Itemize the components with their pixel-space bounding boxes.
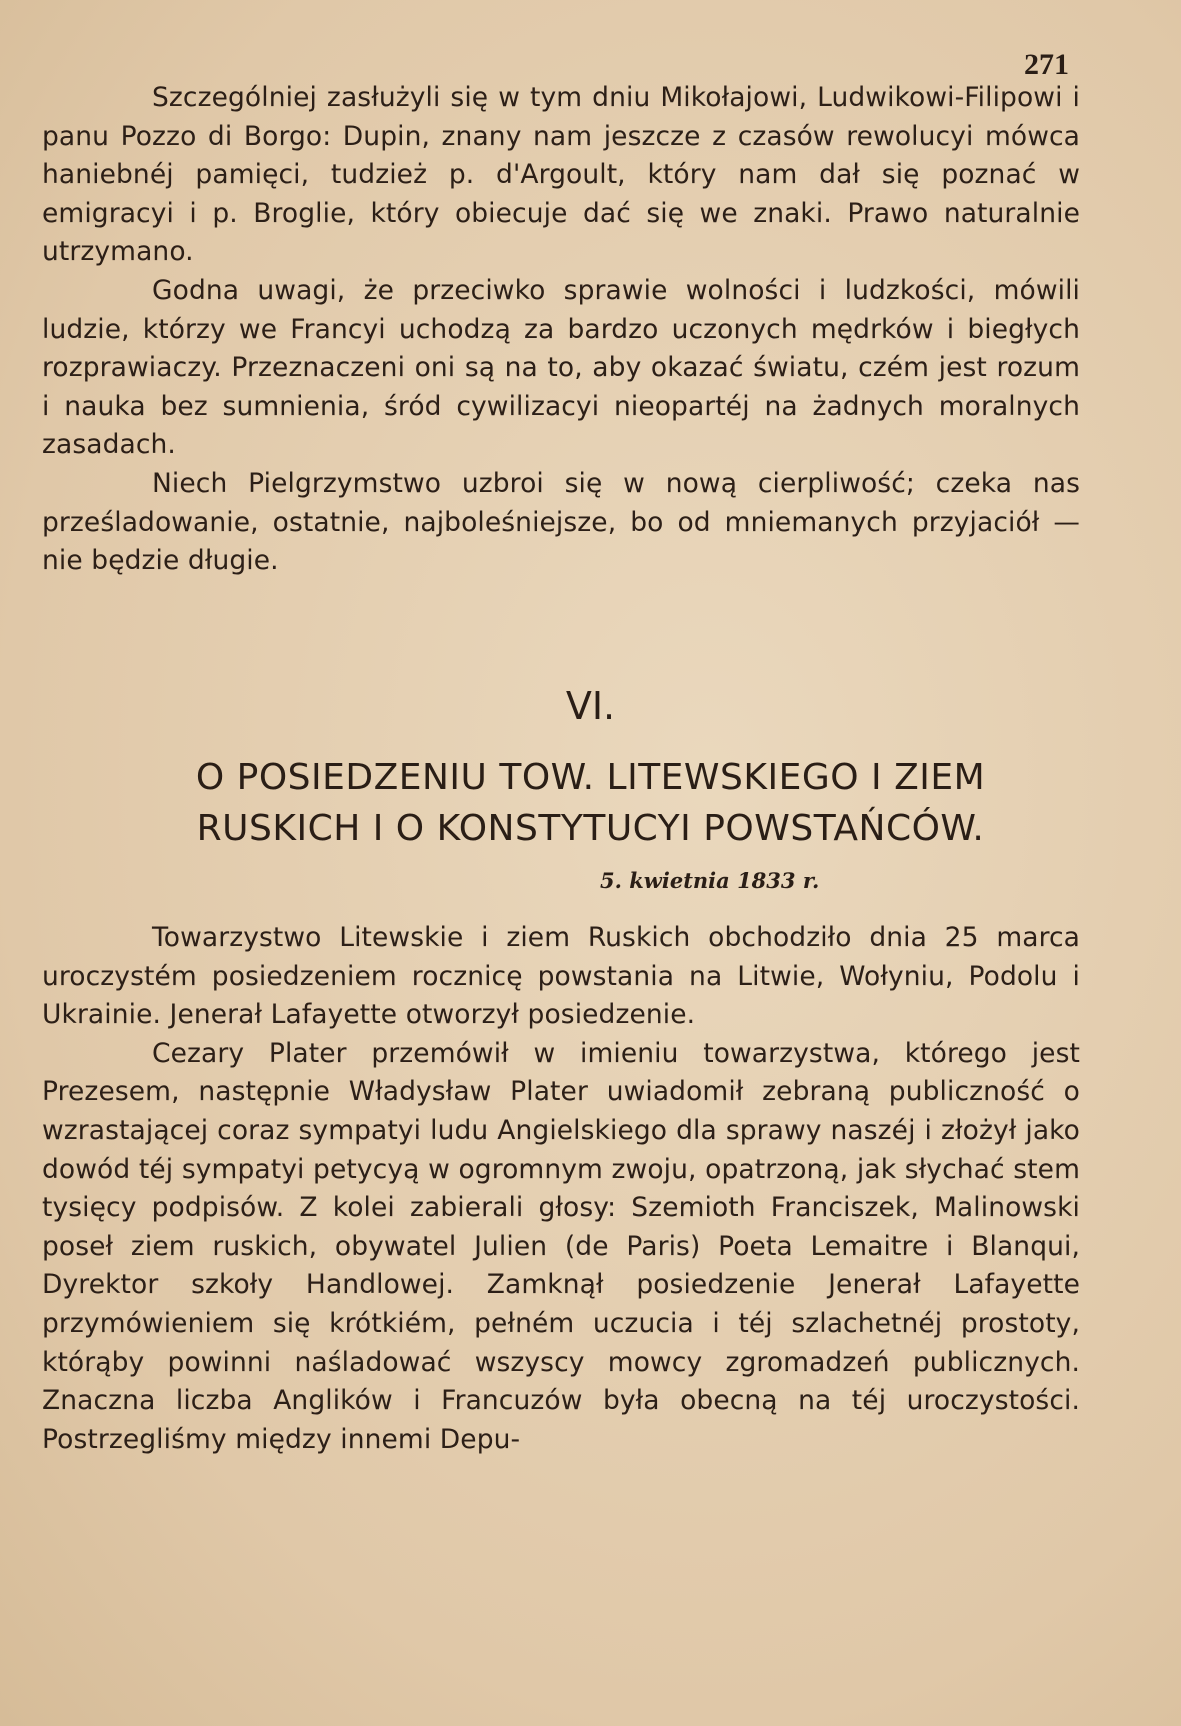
- text-block-bottom: [42, 919, 1080, 1459]
- section-title-line: RUSKICH I O KONSTYTUCYI POWSTAŃCÓW.: [196, 808, 985, 849]
- paragraph: Niech Pielgrzymstwo uzbroi się w nową cierpliwość; czeka nas prześladowanie, ostatnie, najboleśniejsze, bo od mniemanych przyjaciół — nie będzie długie.: [42, 467, 1080, 577]
- paragraph: Godna uwagi, że przeciwko sprawie wolności i ludzkości, mówili ludzie, którzy we Francyi uchodzą za bardzo uczonych mędrków i biegłych rozprawiaczy. Przeznaczeni oni są na to, aby okazać światu, czém jest rozum i nauka bez sumnienia, śród cywilizacyi nieopartéj na żadnych moralnych zasadach.: [42, 274, 1080, 461]
- section-date: 5. kwietnia 1833 r.: [600, 868, 820, 893]
- paragraph: Towarzystwo Litewskie i ziem Ruskich obchodziło dnia 25 marca uroczystém posiedzeniem rocznicę powstania na Litwie, Wołyniu, Podolu i Ukrainie. Jenerał Lafayette otworzył posiedzenie.: [42, 922, 1080, 1031]
- section-title-line: O POSIEDZENIU TOW. LITEWSKIEGO I ZIEM: [195, 757, 986, 798]
- page-number: 271: [1024, 48, 1069, 81]
- paragraph: Cezary Plater przemówił w imieniu towarzystwa, którego jest Prezesem, następnie Władysław Plater uwiadomił zebraną publiczność o wzrastającej coraz sympatyi ludu Angielskiego dla sprawy naszéj i złożył jako dowód téj sympatyi petycyą w ogromnym zwoju, opatrzoną, jak słychać stem tysięcy podpisów. Z kolei zabierali głosy: Szemioth Franciszek, Malinowski poseł ziem ruskich, obywatel Julien (de Paris) Poeta Lemaitre i Blanqui, Dyrektor szkoły Handlowej. Zamknął posiedzenie Jenerał Lafayette przymówieniem się krótkiém, pełném uczucia i téj szlachetnéj prostoty, którąby powinni naśladować wszyscy mowcy zgromadzeń publicznych. Znaczna liczba Anglików i Francuzów była obecną na téj uroczystości. Postrzegliśmy między innemi Depu-: [42, 1037, 1080, 1455]
- section-title: [0, 752, 1181, 854]
- text-block-top: [42, 79, 1080, 581]
- paragraph: Szczególniej zasłużyli się w tym dniu Mikołajowi, Ludwikowi-Filipowi i panu Pozzo di Borgo: Dupin, znany nam jeszcze z czasów rewolucyi mówca haniebnéj pamięci, tudzież p. d'Argoult, który nam dał się poznać w emigracyi i p. Broglie, który obiecuje dać się we znaki. Prawo naturalnie utrzymano.: [42, 82, 1080, 268]
- section-number: VI.: [565, 684, 616, 728]
